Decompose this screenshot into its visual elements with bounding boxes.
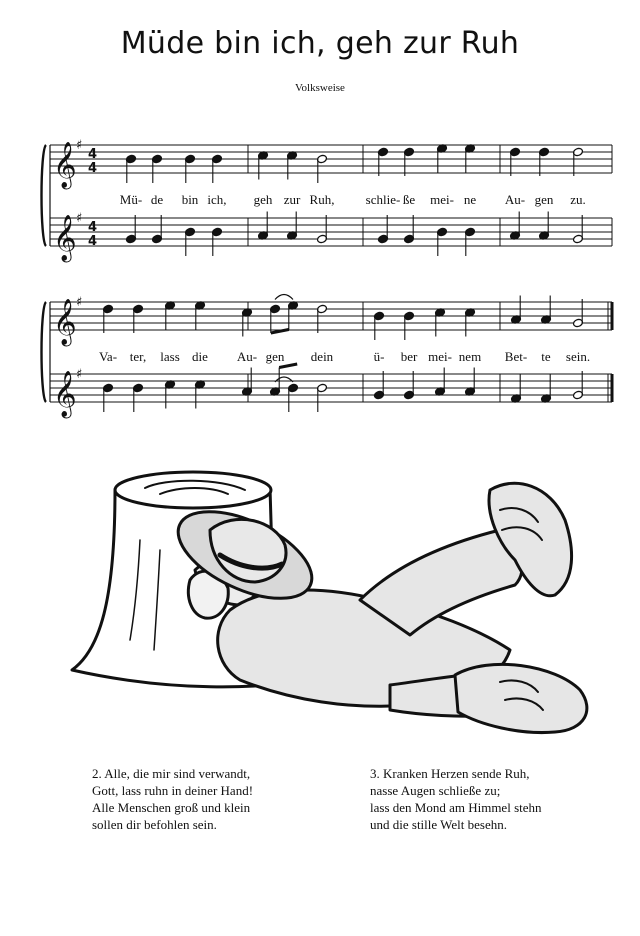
lyric-syllable: zur — [283, 192, 301, 207]
treble-clef-icon: 𝄞 — [53, 215, 77, 261]
time-signature-top: 4 — [88, 220, 98, 235]
sharp-icon: ♯ — [76, 138, 83, 153]
lyric-syllable: ber — [400, 349, 418, 364]
verse-line: und die stille Welt besehn. — [370, 817, 507, 832]
lyric-syllable: Au- — [236, 349, 258, 364]
lyric-syllable: mei- — [428, 349, 452, 364]
verse-line: Gott, lass ruhn in deiner Hand! — [92, 783, 254, 798]
lyric-syllable: nem — [458, 349, 482, 364]
lyric-syllable: ich, — [207, 192, 227, 207]
lyrics-line-2 — [0, 349, 640, 367]
verse-line: nasse Augen schließe zu; — [370, 783, 501, 798]
song-title: Müde bin ich, geh zur Ruh — [120, 26, 520, 61]
lyric-syllable: bin — [181, 192, 199, 207]
lyric-syllable: te — [541, 349, 551, 364]
time-signature-bottom: 4 — [88, 161, 98, 176]
time-signature-top: 4 — [88, 147, 98, 162]
lyric-syllable: Au- — [504, 192, 526, 207]
lyric-syllable: lass — [160, 349, 180, 364]
lyric-syllable: schlie- — [365, 192, 401, 207]
lyric-syllable: gen — [534, 192, 554, 207]
lyric-syllable: Ruh, — [309, 192, 335, 207]
sharp-icon: ♯ — [76, 295, 83, 310]
sleeping-man-illustration — [60, 460, 600, 750]
verse-line: sollen dir befohlen sein. — [92, 817, 217, 832]
song-subtitle: Volksweise — [295, 82, 345, 94]
treble-clef-icon: 𝄞 — [53, 142, 77, 188]
sharp-icon: ♯ — [76, 367, 83, 382]
lyric-syllable: sein. — [565, 349, 591, 364]
sheet-music — [0, 0, 640, 440]
treble-clef-icon: 𝄞 — [53, 371, 77, 417]
lyrics-line-1 — [0, 192, 640, 210]
lyric-syllable: ße — [402, 192, 416, 207]
verse-line: lass den Mond am Himmel stehn — [370, 800, 542, 815]
verse-2 — [92, 765, 253, 833]
lyric-syllable: die — [192, 349, 208, 364]
slur — [275, 295, 293, 300]
lyric-syllable: ter, — [129, 349, 147, 364]
lyric-syllable: ne — [463, 192, 477, 207]
lyric-syllable: Mü- — [119, 192, 143, 207]
treble-clef-icon: 𝄞 — [53, 299, 77, 345]
time-signature-bottom: 4 — [88, 234, 98, 249]
lyric-syllable: mei- — [430, 192, 454, 207]
lyric-syllable: Bet- — [504, 349, 528, 364]
lyric-syllable: gen — [265, 349, 285, 364]
sharp-icon: ♯ — [76, 211, 83, 226]
verse-line: 2. Alle, die mir sind verwandt, — [92, 766, 251, 781]
lyric-syllable: Va- — [98, 349, 118, 364]
lyric-syllable: dein — [310, 349, 334, 364]
lyric-syllable: de — [150, 192, 164, 207]
lyric-syllable: ü- — [373, 349, 385, 364]
verse-3 — [370, 765, 542, 833]
lyric-syllable: zu. — [570, 192, 586, 207]
lyric-syllable: geh — [253, 192, 273, 207]
verse-line: 3. Kranken Herzen sende Ruh, — [370, 766, 530, 781]
verse-line: Alle Menschen groß und klein — [92, 800, 251, 815]
